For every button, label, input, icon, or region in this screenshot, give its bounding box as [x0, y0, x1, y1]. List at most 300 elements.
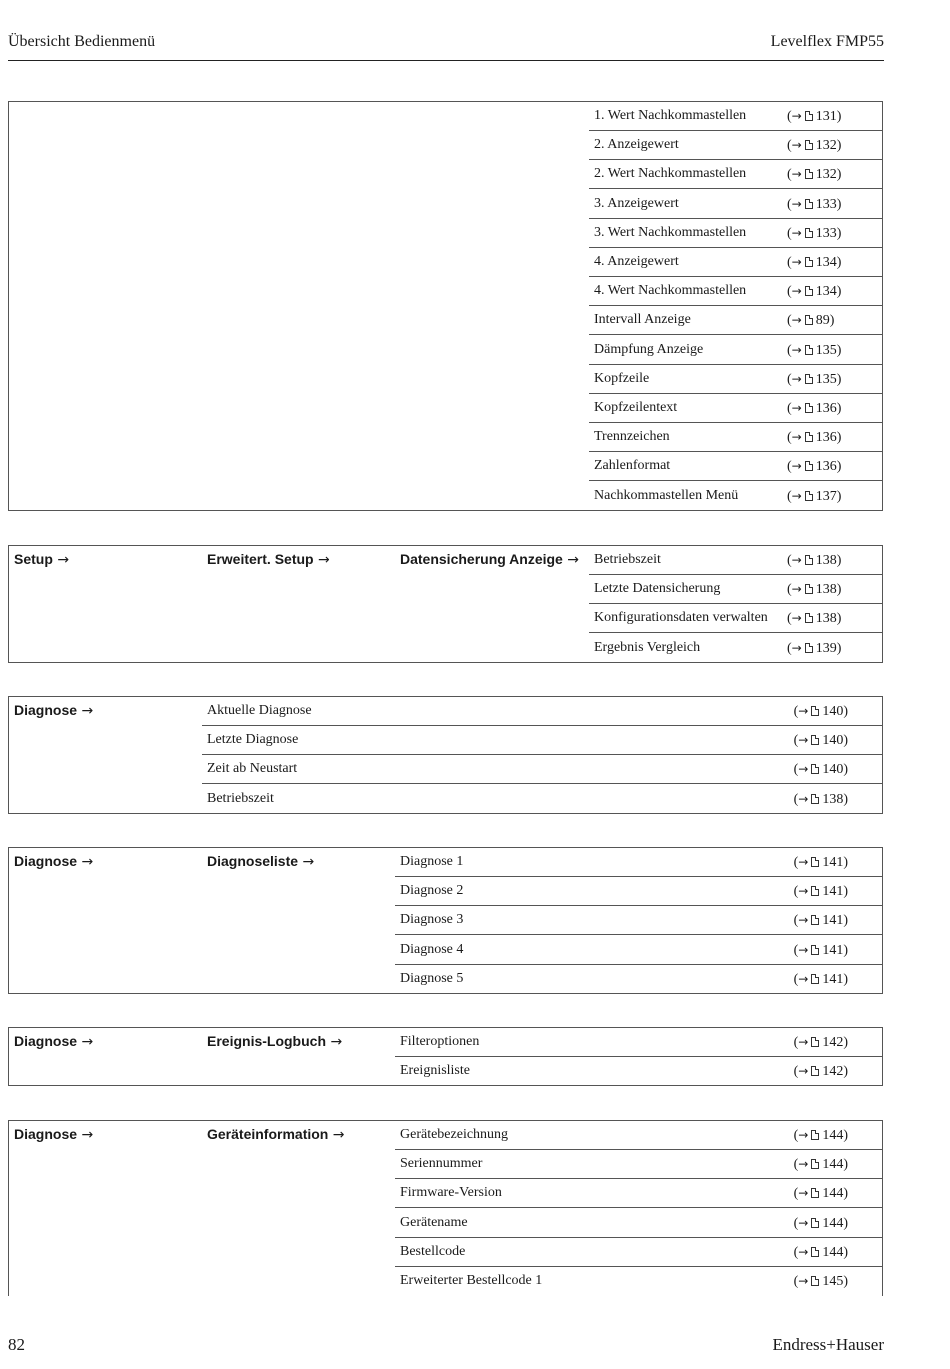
menu-path-label: Diagnose — [14, 1033, 78, 1049]
close-parenthesis: ) — [843, 792, 848, 807]
open-parenthesis: ( — [793, 1216, 799, 1231]
page-reference[interactable] — [794, 884, 848, 900]
parameter-name: 4. Wert Nachkommastellen — [594, 283, 747, 298]
page-number-ref: 140 — [822, 704, 844, 719]
page-document-icon — [805, 555, 813, 565]
close-parenthesis: ) — [836, 489, 842, 504]
page-document-icon — [805, 374, 813, 384]
page-number-ref: 141 — [822, 884, 844, 899]
parameter-name: Dämpfung Anzeige — [594, 342, 704, 357]
arrow-right-icon: → — [52, 552, 70, 568]
parameter-name: Betriebszeit — [594, 552, 661, 567]
page-number-ref: 141 — [822, 913, 844, 928]
close-parenthesis: ) — [843, 1128, 848, 1143]
parameter-name: Nachkommastellen Menü — [594, 488, 739, 503]
page-reference[interactable] — [787, 167, 841, 183]
reference-arrow-icon: → — [798, 1274, 809, 1288]
page-document-icon — [811, 974, 819, 984]
close-parenthesis: ) — [836, 138, 842, 153]
reference-arrow-icon: → — [798, 792, 809, 806]
arrow-right-icon: → — [326, 1034, 343, 1050]
page-reference[interactable] — [794, 762, 848, 778]
reference-arrow-icon: → — [798, 1157, 809, 1171]
page-reference[interactable] — [787, 313, 834, 329]
page-reference[interactable] — [787, 255, 841, 271]
page-number-ref: 138 — [822, 792, 844, 807]
close-parenthesis: ) — [843, 704, 848, 719]
parameter-row — [589, 336, 882, 365]
page-reference[interactable] — [794, 972, 848, 988]
parameter-row — [589, 365, 882, 394]
page-reference[interactable] — [787, 553, 841, 569]
menu-table — [8, 1027, 883, 1086]
parameter-name: Letzte Diagnose — [207, 732, 299, 747]
page-reference[interactable] — [794, 1216, 848, 1232]
parameter-name: Seriennummer — [400, 1156, 483, 1171]
parameter-row — [395, 965, 882, 994]
open-parenthesis: ( — [787, 611, 792, 626]
page-number-ref: 142 — [822, 1035, 844, 1050]
page-number-ref: 137 — [815, 489, 837, 504]
parameter-row — [589, 394, 882, 423]
open-parenthesis: ( — [793, 792, 799, 807]
menu-path-label: Diagnose — [14, 1126, 78, 1142]
parameter-name: Kopfzeile — [594, 371, 650, 386]
menu-table — [8, 101, 883, 511]
parameter-row — [589, 131, 882, 160]
parameter-row — [589, 248, 882, 277]
close-parenthesis: ) — [836, 284, 842, 299]
page-reference[interactable] — [787, 372, 841, 388]
page-reference[interactable] — [787, 430, 841, 446]
menu-path-label: Geräteinformation — [207, 1126, 329, 1142]
page-number-ref: 138 — [815, 611, 837, 626]
parameter-name: Konfigurationsdaten verwalten — [594, 610, 768, 625]
reference-arrow-icon: → — [798, 913, 809, 927]
page-reference[interactable] — [787, 459, 841, 475]
parameter-name: Gerätename — [400, 1215, 468, 1230]
parameter-name: Erweiterter Bestellcode 1 — [400, 1273, 543, 1288]
menu-path-label: Datensicherung Anzeige — [400, 551, 563, 567]
close-parenthesis: ) — [836, 401, 842, 416]
open-parenthesis: ( — [793, 1128, 799, 1143]
page-document-icon — [811, 945, 819, 955]
reference-arrow-icon: → — [798, 704, 809, 718]
page-document-icon — [811, 764, 819, 774]
reference-arrow-icon: → — [791, 197, 802, 211]
page-reference[interactable] — [787, 197, 841, 213]
page-document-icon — [805, 643, 813, 653]
open-parenthesis: ( — [793, 1157, 799, 1172]
page-document-icon — [811, 857, 819, 867]
parameter-name: Zahlenformat — [594, 458, 671, 473]
open-parenthesis: ( — [793, 1035, 799, 1050]
parameter-name: Filteroptionen — [400, 1034, 480, 1049]
reference-arrow-icon: → — [798, 1245, 809, 1259]
reference-arrow-icon: → — [791, 401, 802, 415]
reference-arrow-icon: → — [798, 943, 809, 957]
parameter-row — [589, 634, 882, 663]
parameter-name: 4. Anzeigewert — [594, 254, 679, 269]
page-reference[interactable] — [787, 284, 841, 300]
page-reference[interactable] — [794, 943, 848, 959]
open-parenthesis: ( — [787, 226, 792, 241]
page-reference[interactable] — [794, 1186, 848, 1202]
close-parenthesis: ) — [843, 1186, 848, 1201]
close-parenthesis: ) — [836, 553, 842, 568]
reference-arrow-icon: → — [791, 430, 802, 444]
reference-arrow-icon: → — [798, 1216, 809, 1230]
open-parenthesis: ( — [793, 762, 799, 777]
menu-path-label: Setup — [14, 551, 53, 567]
parameter-row — [395, 1267, 882, 1296]
page-reference[interactable] — [794, 1157, 848, 1173]
close-parenthesis: ) — [836, 372, 842, 387]
arrow-right-icon: → — [77, 703, 94, 719]
menu-path-label: Ereignis-Logbuch — [207, 1033, 326, 1049]
arrow-right-icon: → — [328, 1127, 345, 1143]
reference-arrow-icon: → — [798, 1064, 809, 1078]
menu-path-item — [14, 702, 93, 719]
header-section-title: Übersicht Bedienmenü — [8, 33, 156, 50]
close-parenthesis: ) — [836, 430, 842, 445]
page-document-icon — [805, 491, 813, 501]
close-parenthesis: ) — [843, 1035, 848, 1050]
parameter-name: 3. Anzeigewert — [594, 196, 679, 211]
reference-arrow-icon: → — [791, 284, 802, 298]
menu-path-label: Diagnoseliste — [207, 853, 299, 869]
parameter-row — [589, 306, 882, 335]
page-number-ref: 144 — [822, 1216, 844, 1231]
page-document-icon — [811, 915, 819, 925]
close-parenthesis: ) — [843, 1216, 848, 1231]
page-document-icon — [811, 794, 819, 804]
menu-path-item — [14, 551, 69, 568]
menu-path-label: Erweitert. Setup — [207, 551, 314, 567]
reference-arrow-icon: → — [791, 313, 802, 327]
page-reference[interactable] — [787, 641, 841, 657]
page-number-ref: 140 — [822, 762, 844, 777]
page-document-icon — [805, 257, 813, 267]
page-reference[interactable] — [794, 855, 848, 871]
open-parenthesis: ( — [793, 913, 799, 928]
close-parenthesis: ) — [843, 913, 848, 928]
page-reference[interactable] — [794, 913, 848, 929]
page-number-ref: 136 — [815, 459, 837, 474]
open-parenthesis: ( — [787, 430, 792, 445]
header-product-name: Levelflex FMP55 — [770, 33, 884, 50]
open-parenthesis: ( — [793, 943, 799, 958]
menu-path-label: Diagnose — [14, 702, 78, 718]
page-reference[interactable] — [794, 1128, 848, 1144]
parameter-row — [395, 1028, 882, 1057]
page-number-ref: 138 — [815, 582, 837, 597]
page-document-icon — [805, 140, 813, 150]
close-parenthesis: ) — [829, 313, 835, 328]
open-parenthesis: ( — [787, 372, 792, 387]
arrow-right-icon: → — [313, 552, 330, 568]
page-document-icon — [805, 286, 813, 296]
parameter-name: Zeit ab Neustart — [207, 761, 298, 776]
reference-arrow-icon: → — [798, 733, 809, 747]
reference-arrow-icon: → — [791, 138, 802, 152]
close-parenthesis: ) — [843, 1245, 848, 1260]
page-document-icon — [805, 199, 813, 209]
page-number-ref: 133 — [815, 226, 837, 241]
page-number: 82 — [8, 1335, 25, 1354]
page-document-icon — [811, 735, 819, 745]
menu-path-item — [14, 1126, 93, 1143]
open-parenthesis: ( — [793, 1245, 799, 1260]
parameter-row — [395, 1057, 882, 1086]
reference-arrow-icon: → — [791, 167, 802, 181]
page-number-ref: 144 — [822, 1245, 844, 1260]
parameter-name: Diagnose 3 — [400, 912, 464, 927]
page-number-ref: 136 — [815, 430, 837, 445]
parameter-row — [589, 482, 882, 511]
parameter-row — [395, 848, 882, 877]
page-number-ref: 89 — [815, 313, 830, 328]
page-document-icon — [811, 1159, 819, 1169]
reference-arrow-icon: → — [791, 255, 802, 269]
parameter-name: Letzte Datensicherung — [594, 581, 721, 596]
page-reference[interactable] — [787, 611, 841, 627]
page-reference[interactable] — [794, 704, 848, 720]
reference-arrow-icon: → — [791, 343, 802, 357]
page-document-icon — [811, 1037, 819, 1047]
page-document-icon — [811, 1066, 819, 1076]
page-reference[interactable] — [787, 489, 841, 505]
parameter-row — [395, 1179, 882, 1208]
close-parenthesis: ) — [843, 943, 848, 958]
open-parenthesis: ( — [787, 197, 792, 212]
page-reference[interactable] — [794, 1064, 848, 1080]
page-document-icon — [805, 228, 813, 238]
close-parenthesis: ) — [836, 167, 842, 182]
page-number-ref: 135 — [815, 372, 837, 387]
page-document-icon — [805, 584, 813, 594]
menu-table — [8, 1120, 883, 1296]
page-number-ref: 145 — [822, 1274, 844, 1289]
page-document-icon — [805, 111, 813, 121]
close-parenthesis: ) — [836, 109, 842, 124]
parameter-name: Ereignisliste — [400, 1063, 470, 1078]
reference-arrow-icon: → — [798, 855, 809, 869]
arrow-right-icon: → — [562, 552, 580, 568]
parameter-name: Gerätebezeichnung — [400, 1127, 509, 1142]
menu-path-label: Diagnose — [14, 853, 78, 869]
parameter-name: Firmware-Version — [400, 1185, 502, 1200]
page-number-ref: 134 — [815, 284, 837, 299]
page-header — [8, 30, 884, 61]
parameter-row — [202, 785, 882, 814]
open-parenthesis: ( — [787, 255, 792, 270]
page-document-icon — [811, 1276, 819, 1286]
close-parenthesis: ) — [843, 733, 848, 748]
open-parenthesis: ( — [793, 733, 799, 748]
page-number-ref: 144 — [822, 1157, 844, 1172]
menu-path-item — [400, 551, 579, 568]
page-number-ref: 142 — [822, 1064, 844, 1079]
page-reference[interactable] — [794, 792, 848, 808]
menu-path-item — [207, 853, 314, 870]
open-parenthesis: ( — [787, 401, 792, 416]
page-number-ref: 135 — [815, 343, 837, 358]
close-parenthesis: ) — [836, 255, 842, 270]
parameter-row — [395, 877, 882, 906]
parameter-row — [395, 1209, 882, 1238]
reference-arrow-icon: → — [798, 972, 809, 986]
page-reference[interactable] — [787, 138, 841, 154]
menu-path-item — [207, 1126, 345, 1143]
close-parenthesis: ) — [843, 1157, 848, 1172]
close-parenthesis: ) — [843, 855, 848, 870]
parameter-name: 1. Wert Nachkommastellen — [594, 108, 747, 123]
close-parenthesis: ) — [843, 1064, 848, 1079]
open-parenthesis: ( — [793, 855, 799, 870]
menu-path-item — [14, 1033, 93, 1050]
parameter-row — [589, 219, 882, 248]
reference-arrow-icon: → — [791, 611, 802, 625]
page-reference[interactable] — [787, 401, 841, 417]
reference-arrow-icon: → — [791, 489, 802, 503]
page-number-ref: 132 — [815, 167, 837, 182]
parameter-name: Diagnose 5 — [400, 971, 464, 986]
parameter-name: Diagnose 2 — [400, 883, 464, 898]
parameter-row — [589, 102, 882, 131]
parameter-name: Diagnose 1 — [400, 854, 464, 869]
page-document-icon — [811, 1188, 819, 1198]
page-number-ref: 144 — [822, 1128, 844, 1143]
menu-table — [8, 847, 883, 994]
parameter-row — [589, 575, 882, 604]
parameter-row — [202, 697, 882, 726]
parameter-row — [589, 546, 882, 575]
open-parenthesis: ( — [787, 459, 792, 474]
page-number-ref: 132 — [815, 138, 837, 153]
open-parenthesis: ( — [793, 884, 799, 899]
close-parenthesis: ) — [836, 582, 842, 597]
open-parenthesis: ( — [787, 284, 792, 299]
page-document-icon — [805, 315, 813, 325]
parameter-row — [395, 1150, 882, 1179]
page-number-ref: 141 — [822, 855, 844, 870]
open-parenthesis: ( — [787, 109, 792, 124]
page-reference[interactable] — [787, 582, 841, 598]
menu-table — [8, 696, 883, 814]
page-reference[interactable] — [794, 1274, 848, 1290]
page-reference[interactable] — [787, 226, 841, 242]
parameter-name: Betriebszeit — [207, 791, 274, 806]
parameter-name: 2. Wert Nachkommastellen — [594, 166, 747, 181]
page-document-icon — [805, 461, 813, 471]
parameter-row — [395, 1121, 882, 1150]
open-parenthesis: ( — [787, 343, 792, 358]
page-number-ref: 134 — [815, 255, 837, 270]
page-number-ref: 133 — [815, 197, 837, 212]
open-parenthesis: ( — [787, 582, 792, 597]
open-parenthesis: ( — [793, 972, 799, 987]
page-number-ref: 141 — [822, 972, 844, 987]
open-parenthesis: ( — [793, 1186, 799, 1201]
close-parenthesis: ) — [836, 611, 842, 626]
close-parenthesis: ) — [843, 1274, 848, 1289]
page-number-ref: 138 — [815, 553, 837, 568]
parameter-row — [395, 1238, 882, 1267]
close-parenthesis: ) — [836, 343, 842, 358]
parameter-row — [395, 906, 882, 935]
parameter-name: Intervall Anzeige — [594, 312, 691, 327]
parameter-row — [202, 726, 882, 755]
parameter-row — [395, 936, 882, 965]
page-document-icon — [805, 432, 813, 442]
page-number-ref: 144 — [822, 1186, 844, 1201]
menu-table — [8, 545, 883, 663]
reference-arrow-icon: → — [798, 762, 809, 776]
parameter-row — [589, 160, 882, 189]
reference-arrow-icon: → — [791, 553, 802, 567]
menu-path-item — [207, 1033, 342, 1050]
parameter-name: 3. Wert Nachkommastellen — [594, 225, 747, 240]
menu-path-item — [207, 551, 330, 568]
page-reference[interactable] — [794, 1035, 848, 1051]
page-number-ref: 139 — [815, 641, 837, 656]
page-number-ref: 131 — [815, 109, 837, 124]
close-parenthesis: ) — [843, 762, 848, 777]
parameter-row — [589, 604, 882, 633]
footer-brand: Endress+Hauser — [772, 1335, 884, 1354]
menu-path-item — [14, 853, 93, 870]
arrow-right-icon: → — [77, 1127, 94, 1143]
close-parenthesis: ) — [836, 641, 842, 656]
parameter-name: Aktuelle Diagnose — [207, 703, 312, 718]
reference-arrow-icon: → — [791, 459, 802, 473]
open-parenthesis: ( — [793, 1274, 799, 1289]
reference-arrow-icon: → — [798, 884, 809, 898]
reference-arrow-icon: → — [791, 641, 802, 655]
parameter-row — [589, 423, 882, 452]
page-document-icon — [811, 886, 819, 896]
page-document-icon — [811, 1218, 819, 1228]
parameter-name: Diagnose 4 — [400, 942, 464, 957]
page-document-icon — [811, 1247, 819, 1257]
page-reference[interactable] — [794, 733, 848, 749]
parameter-row — [589, 190, 882, 219]
parameter-row — [589, 277, 882, 306]
parameter-row — [589, 452, 882, 481]
reference-arrow-icon: → — [791, 109, 802, 123]
page-reference[interactable] — [787, 109, 841, 125]
page-document-icon — [805, 169, 813, 179]
page-document-icon — [805, 403, 813, 413]
reference-arrow-icon: → — [791, 372, 802, 386]
close-parenthesis: ) — [836, 226, 842, 241]
open-parenthesis: ( — [787, 553, 792, 568]
parameter-row — [202, 755, 882, 784]
open-parenthesis: ( — [787, 489, 792, 504]
open-parenthesis: ( — [787, 313, 792, 328]
page-reference[interactable] — [794, 1245, 848, 1261]
parameter-name: Trennzeichen — [594, 429, 670, 444]
page-reference[interactable] — [787, 343, 841, 359]
reference-arrow-icon: → — [791, 226, 802, 240]
open-parenthesis: ( — [793, 704, 799, 719]
parameter-name: 2. Anzeigewert — [594, 137, 679, 152]
open-parenthesis: ( — [787, 167, 792, 182]
parameter-name: Ergebnis Vergleich — [594, 640, 701, 655]
parameter-name: Bestellcode — [400, 1244, 466, 1259]
open-parenthesis: ( — [787, 641, 792, 656]
